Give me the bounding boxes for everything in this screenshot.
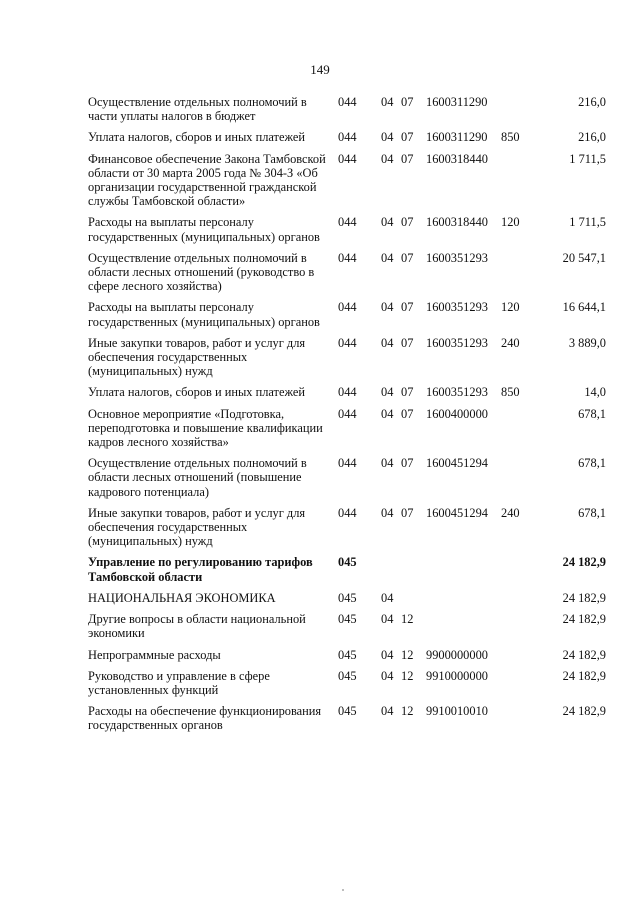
row-amount: 24 182,9 [562,647,606,662]
row-name: Иные закупки товаров, работ и услуг для обеспечения государственных (муниципальных) нужд [88,335,306,379]
table-row [88,152,608,209]
row-rz-code: 04 [381,612,394,627]
row-target-code: 1600400000 [426,406,488,421]
row-pr-code: 07 [401,385,414,400]
row-expense-type: 120 [501,215,520,230]
row-amount: 14,0 [584,385,606,400]
table-row [88,456,608,499]
table-row [88,669,608,697]
row-amount: 678,1 [578,505,606,520]
row-name: Осуществление отдельных полномочий в части уплаты налогов в бюджет [88,95,307,124]
row-pr-code: 07 [401,95,414,109]
row-expense-type: 240 [501,335,520,350]
row-name: Иные закупки товаров, работ и услуг для обеспечения государственных (муниципальных) нужд [88,505,306,549]
scan-speck [342,889,344,891]
row-name: Уплата налогов, сборов и иных платежей [88,130,306,145]
row-rz-code: 04 [381,151,394,166]
row-pr-code: 07 [401,215,414,230]
table-row [88,648,608,662]
budget-table [88,95,608,740]
row-amount: 1 711,5 [569,215,606,230]
row-rz-code: 04 [381,704,394,719]
table-row [88,555,608,583]
row-pr-code: 07 [401,406,414,421]
page-number: 149 [310,62,330,77]
row-ved-code: 045 [338,647,357,662]
row-amount: 1 711,5 [569,151,606,166]
row-target-code: 1600311290 [426,95,488,109]
table-row [88,506,608,549]
row-target-code: 1600451294 [426,456,488,471]
row-rz-code: 04 [381,215,394,230]
table-row [88,591,608,605]
row-rz-code: 04 [381,250,394,265]
row-rz-code: 04 [381,505,394,520]
row-target-code: 1600351293 [426,250,488,265]
row-name: Финансовое обеспечение Закона Тамбовской области от 30 марта 2005 года № 304-З «Об организации государственной гражданской службы Тамбовской области» [88,151,326,209]
row-ved-code: 045 [338,704,357,719]
row-target-code: 9910000000 [426,668,488,683]
row-pr-code: 07 [401,456,414,471]
row-pr-code: 07 [401,250,414,265]
row-target-code: 1600351293 [426,335,488,350]
row-amount: 3 889,0 [568,335,606,350]
row-name: Непрограммные расходы [88,647,221,662]
row-ved-code: 044 [338,385,357,400]
table-row [88,215,608,243]
row-amount: 24 182,9 [562,555,606,570]
row-pr-code: 12 [401,647,414,662]
row-ved-code: 044 [338,130,357,145]
table-row [88,407,608,450]
row-ved-code: 044 [338,335,357,350]
row-amount: 20 547,1 [562,250,606,265]
row-ved-code: 044 [338,215,357,230]
table-row [88,336,608,379]
row-ved-code: 044 [338,505,357,520]
row-ved-code: 044 [338,406,357,421]
table-row [88,385,608,399]
row-name: Уплата налогов, сборов и иных платежей [88,385,306,400]
row-pr-code: 07 [401,335,414,350]
row-pr-code: 07 [401,300,414,315]
row-name: Другие вопросы в области национальной экономики [88,612,306,641]
row-name: Управление по регулированию тарифов Тамбовской области [88,555,313,584]
table-row [88,704,608,732]
row-rz-code: 04 [381,130,394,145]
row-pr-code: 07 [401,151,414,166]
row-amount: 678,1 [578,406,606,421]
row-ved-code: 044 [338,456,357,471]
row-amount: 16 644,1 [562,300,606,315]
row-expense-type: 850 [501,385,520,400]
row-ved-code: 044 [338,250,357,265]
row-target-code: 1600318440 [426,215,488,230]
row-target-code: 1600351293 [426,385,488,400]
row-ved-code: 045 [338,612,357,627]
row-target-code: 1600451294 [426,505,488,520]
row-amount: 24 182,9 [562,704,606,719]
row-pr-code: 12 [401,612,414,627]
row-amount: 24 182,9 [562,612,606,627]
row-rz-code: 04 [381,300,394,315]
row-name: Осуществление отдельных полномочий в области лесных отношений (повышение кадрового потенциала) [88,456,307,499]
row-target-code: 9900000000 [426,647,488,662]
row-expense-type: 120 [501,300,520,315]
row-ved-code: 045 [338,590,357,605]
row-pr-code: 07 [401,505,414,520]
row-expense-type: 240 [501,505,520,520]
row-rz-code: 04 [381,385,394,400]
row-amount: 24 182,9 [562,668,606,683]
row-name: НАЦИОНАЛЬНАЯ ЭКОНОМИКА [88,590,276,605]
row-rz-code: 04 [381,406,394,421]
row-rz-code: 04 [381,456,394,471]
row-pr-code: 07 [401,130,414,145]
row-amount: 24 182,9 [562,590,606,605]
row-amount: 216,0 [578,95,606,109]
row-rz-code: 04 [381,95,394,109]
row-rz-code: 04 [381,335,394,350]
table-row [88,300,608,328]
row-target-code: 1600318440 [426,151,488,166]
row-name: Основное мероприятие «Подготовка, переподготовка и повышение квалификации кадров лесного хозяйства» [88,406,323,450]
table-row [88,130,608,144]
row-rz-code: 04 [381,668,394,683]
row-ved-code: 044 [338,151,357,166]
table-row [88,251,608,294]
row-ved-code: 045 [338,668,357,683]
row-name: Расходы на выплаты персоналу государственных (муниципальных) органов [88,300,320,329]
row-name: Расходы на обеспечение функционирования государственных органов [88,704,322,733]
row-rz-code: 04 [381,647,394,662]
table-row [88,612,608,640]
table-row [88,95,608,123]
row-target-code: 1600311290 [426,130,488,145]
row-target-code: 1600351293 [426,300,488,315]
row-name: Руководство и управление в сфере установленных функций [88,668,270,697]
row-expense-type: 850 [501,130,520,145]
row-target-code: 9910010010 [426,704,488,719]
row-amount: 678,1 [578,456,606,471]
row-rz-code: 04 [381,590,394,605]
row-name: Осуществление отдельных полномочий в области лесных отношений (руководство в сфере лесного хозяйства) [88,250,315,294]
row-ved-code: 045 [338,555,357,570]
row-ved-code: 044 [338,95,357,109]
row-pr-code: 12 [401,668,414,683]
row-ved-code: 044 [338,300,357,315]
row-name: Расходы на выплаты персоналу государственных (муниципальных) органов [88,215,320,244]
row-amount: 216,0 [578,130,606,145]
row-pr-code: 12 [401,704,414,719]
